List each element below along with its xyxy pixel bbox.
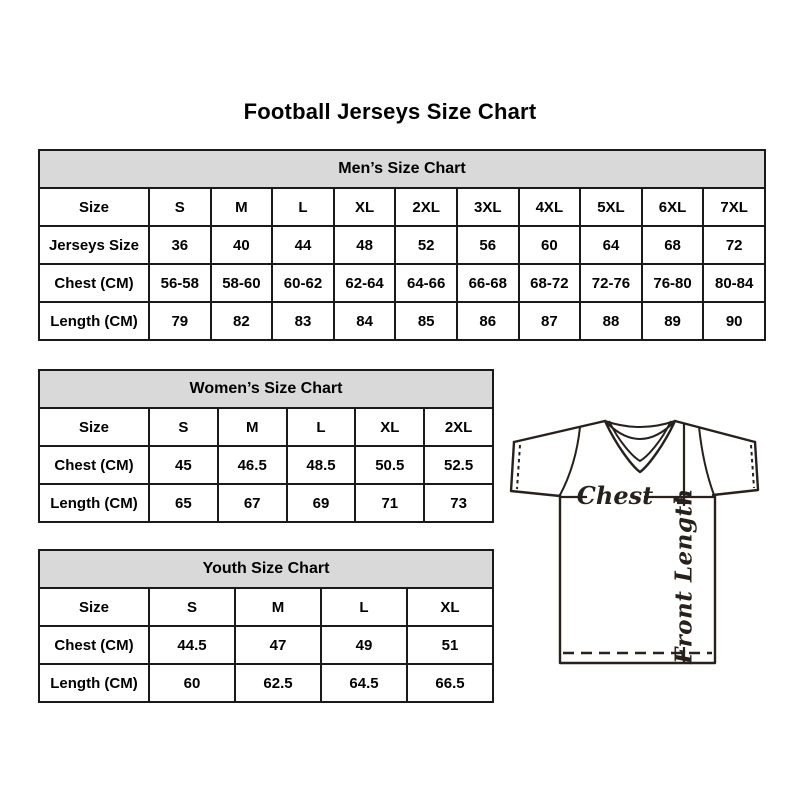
value-cell: XL bbox=[407, 588, 493, 626]
value-cell: L bbox=[272, 188, 334, 226]
value-cell: 67 bbox=[218, 484, 287, 522]
value-cell: XL bbox=[355, 408, 424, 446]
row-label-cell: Jerseys Size bbox=[39, 226, 149, 264]
value-cell: 71 bbox=[355, 484, 424, 522]
row-label-cell: Chest (CM) bbox=[39, 626, 149, 664]
value-cell: 56-58 bbox=[149, 264, 211, 302]
value-cell: 56 bbox=[457, 226, 519, 264]
front-length-label: Front Length bbox=[670, 488, 698, 664]
value-cell: 64.5 bbox=[321, 664, 407, 702]
value-cell: 64-66 bbox=[395, 264, 457, 302]
table-row bbox=[39, 588, 493, 626]
youth-table-title: Youth Size Chart bbox=[39, 550, 493, 588]
value-cell: 68 bbox=[642, 226, 704, 264]
value-cell: 52.5 bbox=[424, 446, 493, 484]
value-cell: 62.5 bbox=[235, 664, 321, 702]
table-row bbox=[39, 408, 493, 446]
chest-label: Chest bbox=[576, 481, 654, 510]
value-cell: 87 bbox=[519, 302, 581, 340]
row-label-cell: Length (CM) bbox=[39, 484, 149, 522]
value-cell: 45 bbox=[149, 446, 218, 484]
value-cell: 60-62 bbox=[272, 264, 334, 302]
value-cell: 58-60 bbox=[211, 264, 273, 302]
value-cell: 88 bbox=[580, 302, 642, 340]
value-cell: 5XL bbox=[580, 188, 642, 226]
value-cell: 82 bbox=[211, 302, 273, 340]
value-cell: 65 bbox=[149, 484, 218, 522]
youth-size-table bbox=[38, 549, 494, 703]
value-cell: 83 bbox=[272, 302, 334, 340]
value-cell: M bbox=[211, 188, 273, 226]
men-table-title: Men’s Size Chart bbox=[39, 150, 765, 188]
value-cell: 36 bbox=[149, 226, 211, 264]
jersey-right-cuff-stitch bbox=[751, 445, 754, 488]
jersey-measurement-diagram bbox=[503, 407, 773, 669]
value-cell: 85 bbox=[395, 302, 457, 340]
value-cell: S bbox=[149, 188, 211, 226]
value-cell: 48 bbox=[334, 226, 396, 264]
jersey-right-shoulder-line bbox=[675, 421, 755, 442]
value-cell: 76-80 bbox=[642, 264, 704, 302]
mens-size-table bbox=[38, 149, 766, 341]
page-title: Football Jerseys Size Chart bbox=[243, 99, 537, 124]
value-cell: 2XL bbox=[395, 188, 457, 226]
value-cell: 68-72 bbox=[519, 264, 581, 302]
value-cell: 48.5 bbox=[287, 446, 356, 484]
value-cell: 47 bbox=[235, 626, 321, 664]
value-cell: 84 bbox=[334, 302, 396, 340]
value-cell: 89 bbox=[642, 302, 704, 340]
table-row bbox=[39, 626, 493, 664]
row-label-cell: Length (CM) bbox=[39, 302, 149, 340]
row-label-cell: Size bbox=[39, 188, 149, 226]
table-row bbox=[39, 446, 493, 484]
value-cell: 80-84 bbox=[703, 264, 765, 302]
value-cell: 7XL bbox=[703, 188, 765, 226]
value-cell: L bbox=[321, 588, 407, 626]
value-cell: 46.5 bbox=[218, 446, 287, 484]
youth-table-header-row bbox=[39, 550, 493, 588]
row-label-cell: Chest (CM) bbox=[39, 446, 149, 484]
women-table-title: Women’s Size Chart bbox=[39, 370, 493, 408]
jersey-collar-top bbox=[605, 421, 675, 427]
value-cell: 60 bbox=[519, 226, 581, 264]
jersey-icon bbox=[503, 407, 773, 669]
value-cell: 73 bbox=[424, 484, 493, 522]
value-cell: 66-68 bbox=[457, 264, 519, 302]
table-row bbox=[39, 484, 493, 522]
value-cell: 49 bbox=[321, 626, 407, 664]
value-cell: 66.5 bbox=[407, 664, 493, 702]
value-cell: M bbox=[235, 588, 321, 626]
value-cell: S bbox=[149, 588, 235, 626]
jersey-right-sleeve bbox=[713, 442, 758, 495]
value-cell: 40 bbox=[211, 226, 273, 264]
value-cell: 69 bbox=[287, 484, 356, 522]
value-cell: 64 bbox=[580, 226, 642, 264]
value-cell: 3XL bbox=[457, 188, 519, 226]
value-cell: 86 bbox=[457, 302, 519, 340]
value-cell: 4XL bbox=[519, 188, 581, 226]
value-cell: 72-76 bbox=[580, 264, 642, 302]
jersey-left-cuff-stitch bbox=[517, 445, 520, 489]
value-cell: 90 bbox=[703, 302, 765, 340]
value-cell: S bbox=[149, 408, 218, 446]
table-row bbox=[39, 226, 765, 264]
value-cell: 44 bbox=[272, 226, 334, 264]
men-table-header-row bbox=[39, 150, 765, 188]
value-cell: 60 bbox=[149, 664, 235, 702]
womens-size-table bbox=[38, 369, 494, 523]
table-row bbox=[39, 188, 765, 226]
value-cell: M bbox=[218, 408, 287, 446]
value-cell: 51 bbox=[407, 626, 493, 664]
value-cell: L bbox=[287, 408, 356, 446]
value-cell: 79 bbox=[149, 302, 211, 340]
jersey-right-armhole-seam bbox=[699, 427, 714, 495]
women-table-header-row bbox=[39, 370, 493, 408]
table-row bbox=[39, 264, 765, 302]
value-cell: XL bbox=[334, 188, 396, 226]
value-cell: 2XL bbox=[424, 408, 493, 446]
value-cell: 72 bbox=[703, 226, 765, 264]
jersey-left-shoulder-line bbox=[514, 421, 605, 442]
table-row bbox=[39, 302, 765, 340]
value-cell: 52 bbox=[395, 226, 457, 264]
row-label-cell: Size bbox=[39, 408, 149, 446]
table-row bbox=[39, 664, 493, 702]
value-cell: 6XL bbox=[642, 188, 704, 226]
value-cell: 62-64 bbox=[334, 264, 396, 302]
row-label-cell: Size bbox=[39, 588, 149, 626]
jersey-collar-v-outer bbox=[605, 421, 675, 472]
row-label-cell: Chest (CM) bbox=[39, 264, 149, 302]
value-cell: 50.5 bbox=[355, 446, 424, 484]
value-cell: 44.5 bbox=[149, 626, 235, 664]
row-label-cell: Length (CM) bbox=[39, 664, 149, 702]
